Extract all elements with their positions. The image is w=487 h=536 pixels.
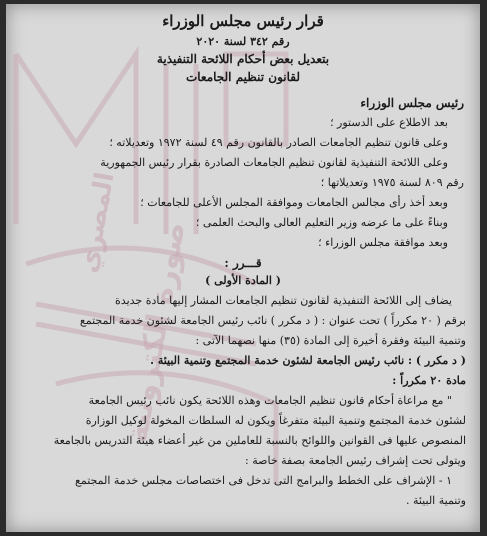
document-body bbox=[6, 4, 480, 532]
decree-subject-line-1: بتعديل بعض أحكام اللائحة التنفيذية bbox=[156, 52, 330, 66]
issuer-heading: رئيس مجلس الوزراء bbox=[360, 96, 464, 110]
article-1-line-1: يضاف إلى اللائحة التنفيذية لقانون تنظيم الجامعات المشار إليها مادة جديدة bbox=[115, 294, 452, 307]
decree-subject-line-2: لقانون تنظيم الجامعات bbox=[185, 70, 301, 84]
preamble-line-6: وبناءً على ما عرضه وزير التعليم العالى والبحث العلمى ؛ bbox=[195, 216, 448, 229]
article-1-line-2: برقم ( ٢٠ مكرراً ) تحت عنوان : ( د مكرر ) نائب رئيس الجامعة لشئون خدمة المجتمع bbox=[79, 314, 466, 327]
decree-number: رقم ٣٤٢ لسنة ٢٠٢٠ bbox=[196, 35, 290, 48]
article-20bis-line-1: " مع مراعاة أحكام قانون تنظيم الجامعات وهذه اللائحة يكون نائب رئيس الجامعة bbox=[88, 394, 452, 407]
preamble-line-2: وعلى قانون تنظيم الجامعات الصادر بالقانون رقم ٤٩ لسنة ١٩٧٢ وتعديلاته ؛ bbox=[109, 136, 448, 149]
watermark-text-2: صورة إلكترونية bbox=[119, 219, 193, 446]
preamble-line-4: رقم ٨٠٩ لسنة ١٩٧٥ وتعديلاتها ؛ bbox=[320, 176, 464, 189]
preamble-line-3: وعلى اللائحة التنفيذية لقانون تنظيم الجامعات الصادرة بقرار رئيس الجمهورية bbox=[100, 156, 448, 169]
article-1-line-4: ( د مكرر ) : نائب رئيس الجامعة لشئون خدمة المجتمع وتنمية البيئة . bbox=[150, 354, 466, 367]
document-page bbox=[6, 4, 480, 532]
article-1-line-3: وتنمية البيئة وفقرة أخيرة إلى المادة (٣٥) منها نصهما الآتى : bbox=[195, 334, 466, 347]
decision-heading: قـــرر : bbox=[224, 256, 262, 270]
decree-title: قرار رئيس مجلس الوزراء bbox=[162, 12, 324, 30]
article-20bis-heading: مادة ٢٠ مكرراً : bbox=[392, 374, 466, 387]
article-20bis-line-3: المنصوص عليها فى القوانين واللوائح بالنسبة للعاملين من غير أعضاء هيئة التدريس بالجامعة bbox=[53, 434, 466, 447]
article-20bis-line-6: وتنمية البيئة . bbox=[405, 494, 466, 507]
article-20bis-line-5: ١ - الإشراف على الخطط والبرامج التى تدخل فى اختصاصات مجلس خدمة المجتمع bbox=[75, 474, 452, 487]
preamble-line-1: بعد الاطلاع على الدستور ؛ bbox=[330, 116, 448, 129]
article-20bis-line-2: لشئون خدمة المجتمع وتنمية البيئة متفرغاً ويكون له السلطات المخولة لوكيل الوزارة bbox=[85, 414, 466, 427]
preamble-line-7: وبعد موافقة مجلس الوزراء ؛ bbox=[318, 236, 448, 249]
preamble-line-5: وبعد أخذ رأى مجالس الجامعات وموافقة المجلس الأعلى للجامعات ؛ bbox=[140, 196, 448, 209]
article-1-heading: ( المادة الأولى ) bbox=[205, 274, 281, 287]
article-20bis-line-4: ويتولى تحت إشراف رئيس الجامعة بصفة خاصة : bbox=[245, 454, 466, 467]
watermark-text-1: المصري bbox=[73, 169, 121, 276]
